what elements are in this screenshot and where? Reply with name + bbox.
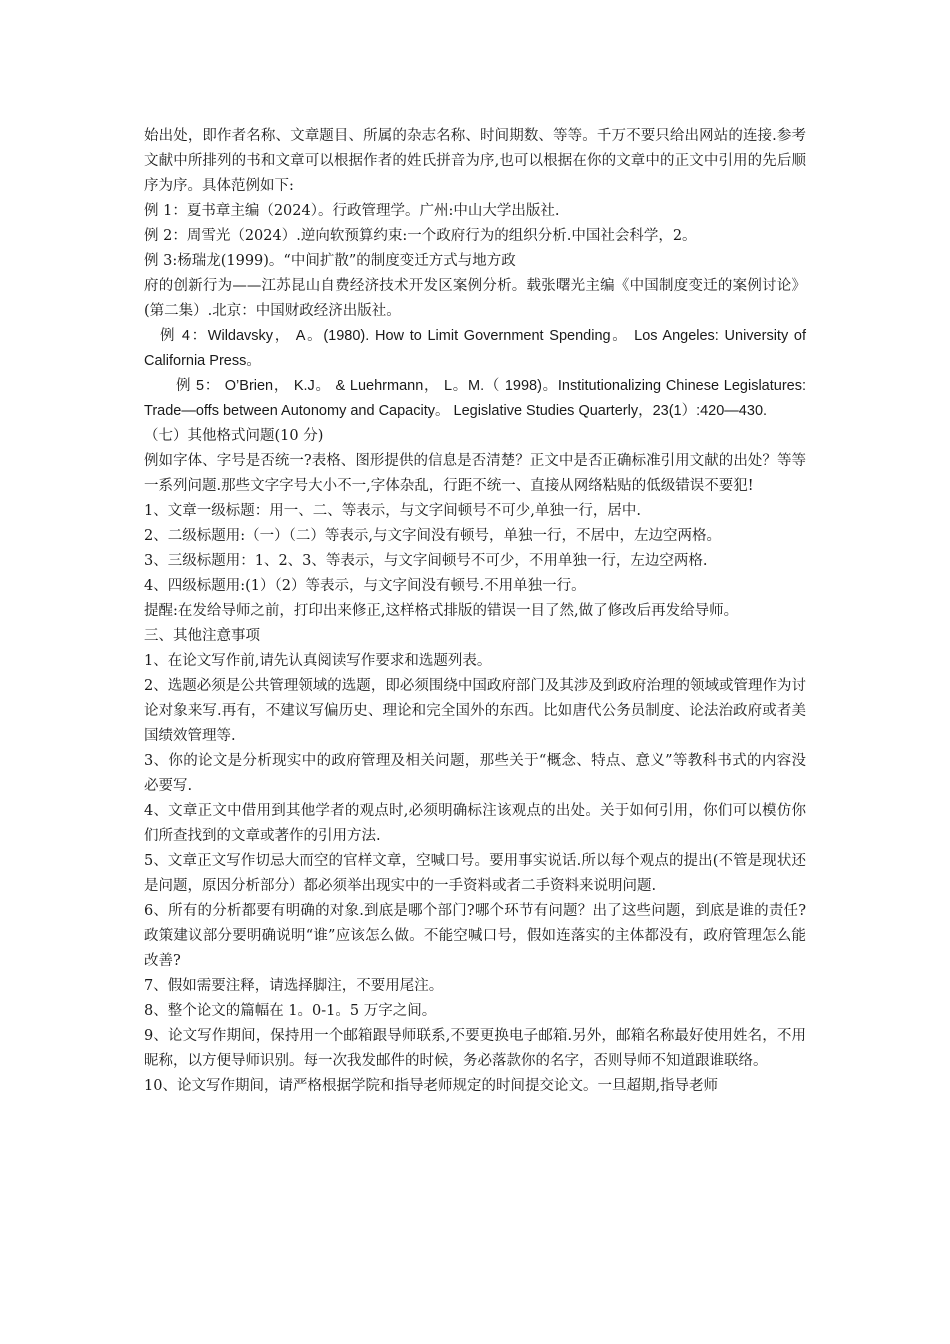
format-paragraph: 例如字体、字号是否统一?表格、图形提供的信息是否清楚？正文中是否正确标准引用文献的出处？等等一系列问题.那些文字字号大小不一,字体杂乱，行距不统一、直接从网络粘贴的低级错误不要犯! xyxy=(144,453,806,494)
note-item-9: 9、论文写作期间，保持用一个邮箱跟导师联系,不要更换电子邮箱.另外，邮箱名称最好使用姓名，不用昵称，以方便导师识别。每一次我发邮件的时候，务必落款你的名字，否则导师不知道跟谁联络。 xyxy=(144,1028,806,1069)
heading-rule-2: 2、二级标题用:（一）（二）等表示,与文字间没有顿号，单独一行，不居中，左边空两格。 xyxy=(144,528,721,544)
note-item-6: 6、所有的分析都要有明确的对象.到底是哪个部门?哪个环节有问题？出了这些问题，到底是谁的责任?政策建议部分要明确说明“谁”应该怎么做。不能空喊口号，假如连落实的主体都没有，政府管理怎么能改善? xyxy=(144,903,806,969)
reference-example-2: 例 2：周雪光（2024）.逆向软预算约束:一个政府行为的组织分析.中国社会科学，2。 xyxy=(144,228,697,244)
section-heading-other-notes: 三、其他注意事项 xyxy=(144,628,260,644)
note-item-7: 7、假如需要注释，请选择脚注，不要用尾注。 xyxy=(144,978,444,994)
reference-example-3-line-1: 例 3:杨瑞龙(1999)。“中间扩散”的制度变迁方式与地方政 xyxy=(144,253,516,269)
note-item-10: 10、论文写作期间，请严格根据学院和指导老师规定的时间提交论文。一旦超期,指导老师 xyxy=(144,1078,719,1094)
reference-example-4: 例 4：Wildavsky， A。(1980). How to Limit Government Spending。 Los Angeles: University of California Press。 xyxy=(144,328,806,369)
document-page xyxy=(144,124,806,1099)
heading-rule-4: 4、四级标题用:(1）（2）等表示，与文字间没有顿号.不用单独一行。 xyxy=(144,578,586,594)
note-item-5: 5、文章正文写作切忌大而空的官样文章，空喊口号。要用事实说话.所以每个观点的提出(不管是现状还是问题，原因分析部分）都必须举出现实中的一手资料或者二手资料来说明问题. xyxy=(144,853,806,894)
intro-paragraph: 始出处，即作者名称、文章题目、所属的杂志名称、时间期数、等等。千万不要只给出网站的连接.参考文献中所排列的书和文章可以根据作者的姓氏拼音为序,也可以根据在你的文章中的正文中引用的先后顺序为序。具体范例如下: xyxy=(144,128,806,194)
reference-example-5: 例 5： O’Brien， K.J。 & Luehrmann， L。M.（ 1998)。Institutionalizing Chinese Legislatures: Trade—offs between Autonomy and Capacity。 Legislative Studies Quarterly，23(1）:420—430. xyxy=(144,378,806,419)
note-item-4: 4、文章正文中借用到其他学者的观点时,必须明确标注该观点的出处。关于如何引用，你们可以模仿你们所查找到的文章或著作的引用方法. xyxy=(144,803,806,844)
note-item-3: 3、你的论文是分析现实中的政府管理及相关问题，那些关于“概念、特点、意义”等教科书式的内容没必要写. xyxy=(144,753,806,794)
heading-rule-3: 3、三级标题用：1、2、3、等表示，与文字间顿号不可少，不用单独一行，左边空两格. xyxy=(144,553,708,569)
note-item-8: 8、整个论文的篇幅在 1。0-1。5 万字之间。 xyxy=(144,1003,437,1019)
reference-example-1: 例 1：夏书章主编（2024）。行政管理学。广州:中山大学出版社. xyxy=(144,203,560,219)
note-item-2: 2、选题必须是公共管理领域的选题，即必须围绕中国政府部门及其涉及到政府治理的领域或管理作为讨论对象来写.再有，不建议写偏历史、理论和完全国外的东西。比如唐代公务员制度、论法治政府或者美国绩效管理等. xyxy=(144,678,806,744)
reference-example-3-line-2: 府的创新行为——江苏昆山自费经济技术开发区案例分析。载张曙光主编《中国制度变迁的案例讨论》(第二集）.北京：中国财政经济出版社。 xyxy=(144,278,806,319)
note-item-1: 1、在论文写作前,请先认真阅读写作要求和选题列表。 xyxy=(144,653,492,669)
reminder-paragraph: 提醒:在发给导师之前，打印出来修正,这样格式排版的错误一目了然,做了修改后再发给导师。 xyxy=(144,603,739,619)
section-heading-other-format: （七）其他格式问题(10 分) xyxy=(144,428,324,444)
heading-rule-1: 1、文章一级标题：用一、二、等表示，与文字间顿号不可少,单独一行，居中. xyxy=(144,503,641,519)
